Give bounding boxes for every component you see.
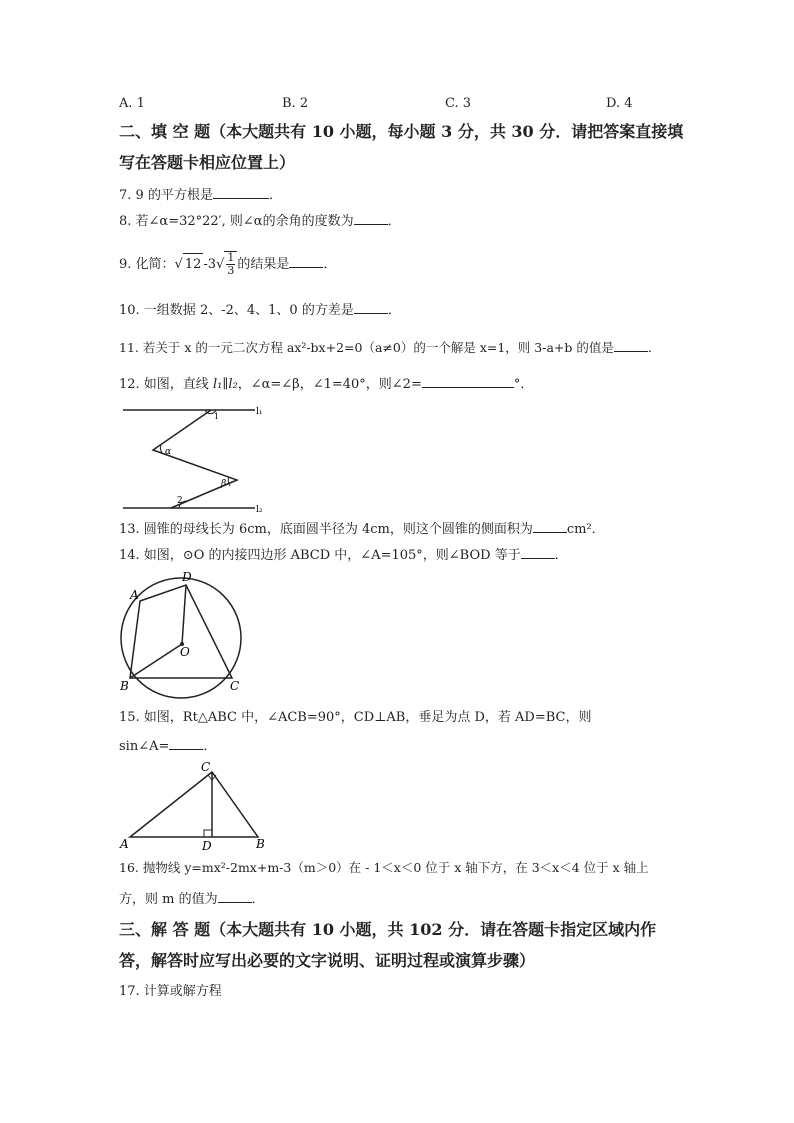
fig12-label-l1: l₁ — [256, 407, 263, 417]
option-a: A. 1 — [119, 96, 145, 111]
fig12-label-1: 1 — [214, 412, 220, 421]
sqrt-12: 12 — [183, 253, 204, 276]
question-7: 7. 9 的平方根是 ． — [119, 188, 282, 203]
fig15-label-d: D — [202, 839, 212, 853]
line-l1-label: l₁ — [212, 377, 223, 392]
section3-heading-line2: 答，解答时应写出必要的文字说明、证明过程或演算步骤） — [119, 951, 536, 970]
question-17: 17. 计算或解方程 — [119, 984, 222, 999]
question-9: 9. 化简：√ 12 -3√ $\frac{1}{3}$ 的结果是 ． — [119, 251, 337, 277]
segment-ob — [130, 644, 182, 678]
sqrt-fraction: $\frac{1}{3}$ — [224, 251, 237, 277]
answer-blank-7[interactable] — [213, 186, 269, 199]
question-16-line1: 16. 抛物线 y=mx²-2mx+m-3（m＞0）在 - 1＜x＜0 位于 x 轴下方，在 3＜x＜4 位于 x 轴上 — [119, 860, 649, 875]
option-c: C. 3 — [445, 96, 472, 111]
answer-blank-15[interactable] — [169, 737, 203, 750]
fig14-label-a: A — [130, 588, 139, 602]
question-11: 11. 若关于 x 的一元二次方程 ax²-bx+2=0（a≠0）的一个解是 x=1，则 3-a+b 的值是 ． — [119, 340, 661, 355]
question-16-line2: 方，则 m 的值为 ． — [119, 892, 265, 907]
answer-blank-14[interactable] — [521, 546, 555, 559]
question-10-text: 10. 一组数据 2、-2、4、1、0 的方差是 — [119, 303, 354, 318]
fig12-label-alpha: α — [165, 447, 172, 457]
question-13: 13. 圆锥的母线长为 6cm，底面圆半径为 4cm，则这个圆锥的侧面积为 cm²． — [119, 522, 605, 537]
section3-heading-line1: 三、解 答 题（本大题共有 10 小题，共 102 分．请在答题卡指定区域内作 — [119, 920, 657, 939]
fig14-label-o: O — [180, 645, 190, 659]
answer-blank-9[interactable] — [289, 255, 323, 268]
section2-heading-line2: 写在答题卡相应位置上） — [119, 153, 296, 172]
question-11-text: 11. 若关于 x 的一元二次方程 ax²-bx+2=0（a≠0）的一个解是 x=1，则 3-a+b 的值是 — [119, 340, 614, 355]
triangle-abc — [130, 772, 258, 837]
fig14-label-b: B — [120, 679, 129, 693]
right-angle-d — [204, 830, 212, 837]
option-b: B. 2 — [282, 96, 309, 111]
figure-14 — [116, 568, 251, 696]
answer-blank-11[interactable] — [614, 339, 648, 352]
answer-blank-13[interactable] — [533, 520, 567, 533]
section2-heading-line1: 二、填 空 题（本大题共有 10 小题，每小题 3 分，共 30 分．请把答案直接填 — [119, 122, 684, 141]
question-15-line1: 15. 如图，Rt△ABC 中，∠ACB=90°，CD⊥AB，垂足为点 D，若 AD=BC，则 — [119, 710, 592, 725]
fig14-label-c: C — [230, 679, 240, 693]
answer-blank-8[interactable] — [354, 212, 388, 225]
quadrilateral-abcd — [130, 585, 232, 678]
question-15-line2: sin∠A= ． — [119, 739, 217, 754]
fig12-label-beta: β — [221, 479, 227, 489]
fig12-label-l2: l₂ — [256, 505, 263, 515]
fig15-label-b: B — [256, 837, 265, 851]
answer-blank-12[interactable] — [422, 375, 514, 388]
option-d: D. 4 — [606, 96, 633, 111]
question-13-text: 13. 圆锥的母线长为 6cm，底面圆半径为 4cm，则这个圆锥的侧面积为 — [119, 522, 533, 537]
question-14-text: 14. 如图，⊙O 的内接四边形 ABCD 中，∠A=105°，则∠BOD 等于 — [119, 548, 521, 563]
figure-12 — [119, 402, 269, 514]
question-10: 10. 一组数据 2、-2、4、1、0 的方差是 ． — [119, 303, 401, 318]
question-8: 8. 若∠α=32°22′, 则∠α的余角的度数为 ． — [119, 214, 401, 229]
fig15-label-a: A — [120, 837, 129, 851]
fig14-label-d: D — [182, 570, 192, 584]
question-7-text: 7. 9 的平方根是 — [119, 188, 213, 203]
line-l2-label: l₂ — [228, 377, 238, 392]
fig15-label-c: C — [201, 760, 211, 774]
question-12: 12. 如图，直线 l₁∥l₂，∠α=∠β，∠1=40°，则∠2= °． — [119, 377, 534, 392]
fig12-label-2: 2 — [177, 496, 183, 506]
zigzag-path — [153, 410, 237, 508]
question-14: 14. 如图，⊙O 的内接四边形 ABCD 中，∠A=105°，则∠BOD 等于 ． — [119, 548, 568, 563]
circle-o — [121, 578, 241, 698]
answer-blank-16[interactable] — [218, 890, 252, 903]
question-8-text: 8. 若∠α=32°22′, 则∠α的余角的度数为 — [119, 214, 354, 229]
segment-od — [182, 585, 186, 644]
figure-15 — [118, 760, 272, 852]
answer-blank-10[interactable] — [354, 301, 388, 314]
